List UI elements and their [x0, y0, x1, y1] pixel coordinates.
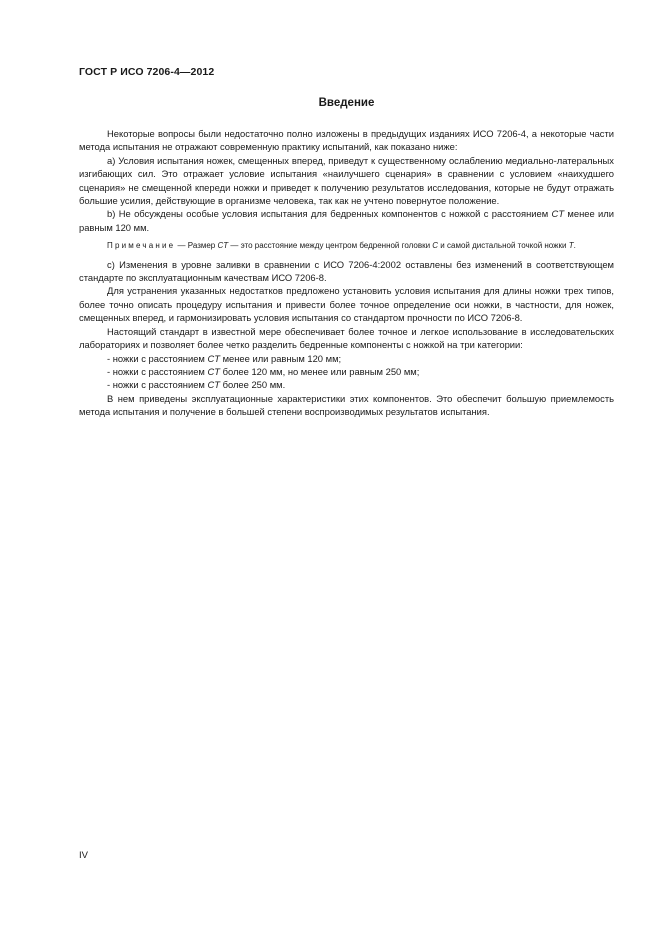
list-item-text-pre: - ножки с расстоянием [107, 352, 208, 364]
document-header: ГОСТ Р ИСО 7206-4—2012 [79, 66, 215, 78]
list-item-ct: CT [207, 365, 220, 377]
note-t: T [568, 241, 574, 251]
item-b-text-1: b) Не обсуждены особые условия испытания для бедренных компонентов с ножкой с расстоянием [107, 208, 552, 220]
note-text-3: и самой дистальной точкой ножки [438, 241, 569, 251]
page-number: IV [79, 850, 88, 861]
list-item-text-post: более 250 мм. [219, 379, 286, 391]
section-title: Введение [318, 97, 375, 109]
list-item-text-post: менее или равным 120 мм; [219, 352, 342, 364]
document-body [79, 127, 614, 419]
note-ct: CT [217, 241, 229, 251]
paragraph-item-b [79, 207, 614, 234]
note [79, 240, 614, 251]
list-item-text-post: более 120 мм, но менее или равным 250 мм; [219, 365, 420, 377]
list-item-ct: CT [207, 379, 220, 391]
list-item [79, 352, 614, 365]
paragraph-item-c: c) Изменения в уровне заливки в сравнении с ИСО 7206-4:2002 оставлены без изменений в соответствующем стандарте по эксплуатационным качествам ИСО 7206-8. [79, 258, 614, 284]
paragraph-intro: Некоторые вопросы были недостаточно полно изложены в предыдущих изданиях ИСО 7206-4, а некоторые части метода испытания не отражают современную практику испытаний, как показано ниже: [79, 128, 614, 153]
note-label: Примечание [107, 241, 176, 251]
paragraph-conclusion: В нем приведены эксплуатационные характеристики этих компонентов. Это обеспечит большую приемлемость метода испытания и получение в большей степени воспроизводимых результатов испытания. [79, 392, 614, 418]
item-b-ct: CT [551, 208, 565, 220]
paragraph-remedy: Для устранения указанных недостатков предложено установить условия испытания для длины ножки трех типов, более точно описать процедуру испытания и привести более точное определение оси ножки, в частности, для ножек, смещенных вперед, и гармонизировать условия испытания со стандартом прочности по ИСО 7206-8. [79, 285, 614, 324]
paragraph-categories: Настоящий стандарт в известной мере обеспечивает более точное и легкое использование в исследовательских лабораториях и позволяет более четко разделить бедренные компоненты с ножкой на три категории: [79, 325, 614, 351]
item-b-text-2: менее или равным 120 мм. [79, 208, 615, 233]
paragraph-item-a: a) Условия испытания ножек, смещенных вперед, приведут к существенному ослаблению медиально-латеральных изгибающих сил. Это отражает условие испытания «наилучшего сценария» в сравнении с условием «наихудшего сценария» не смещенной кпереди ножки и приведет к получению результатов исследования, которые не будут отражать большие усилия, действующие в организме человека, так как не учтено повернутое положение. [79, 154, 614, 207]
note-text-1: — Размер [175, 241, 218, 251]
note-c: C [432, 241, 439, 251]
list-item [79, 365, 614, 378]
note-text-2: — это расстояние между центром бедренной головки [228, 241, 433, 251]
list-item-text-pre: - ножки с расстоянием [107, 365, 208, 377]
list-item-ct: CT [207, 352, 220, 364]
list-item-text-pre: - ножки с расстоянием [107, 379, 208, 391]
list-item [79, 378, 614, 391]
category-list [79, 352, 614, 392]
note-text-4: . [573, 241, 576, 251]
